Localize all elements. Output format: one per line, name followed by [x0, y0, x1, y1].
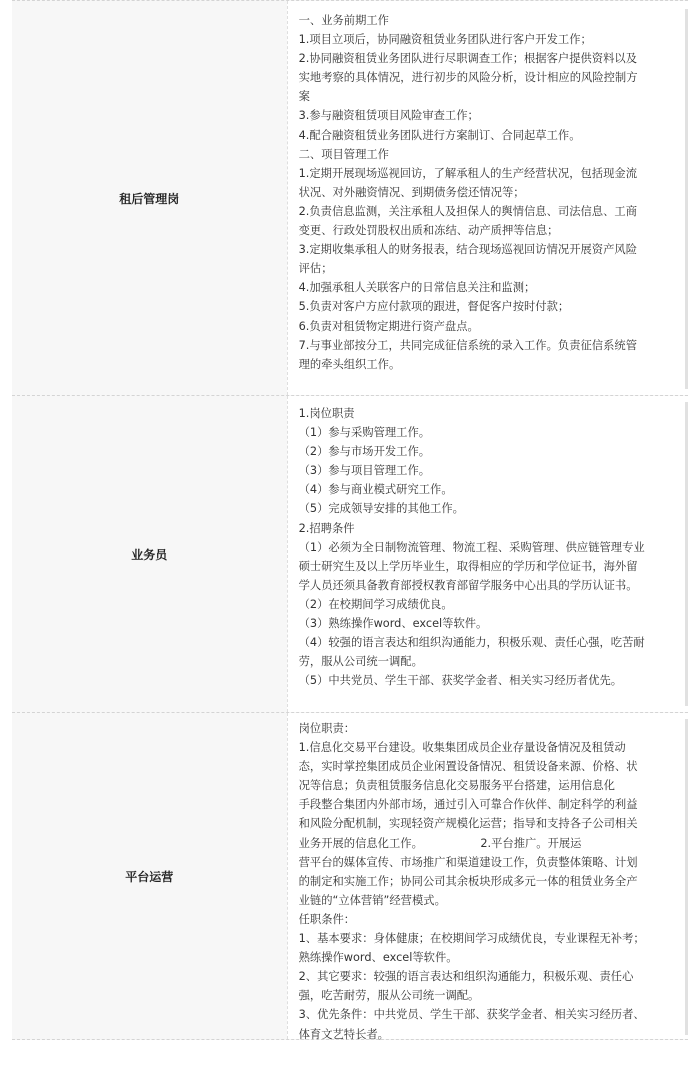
description-line: 3.参与融资租赁项目风险审查工作；	[298, 109, 479, 123]
description-cell	[287, 1, 688, 395]
description-line: 岗位职责：	[298, 722, 356, 735]
table-row	[12, 0, 688, 396]
position-cell	[12, 396, 287, 712]
description-line: 营平台的媒体宣传、市场推广和渠道建设工作，负责整体策略、计划	[298, 855, 638, 869]
description-line: 的制定和实施工作；协同公司其余板块形成多元一体的租赁业务全产	[298, 874, 638, 888]
description-line: （5）完成领导安排的其他工作。	[298, 502, 464, 516]
description-line: 1.定期开展现场巡视回访，了解承租人的生产经营状况，包括现金流	[298, 166, 637, 180]
scrollbar[interactable]	[685, 719, 688, 1035]
description-line: （3）熟练操作word、excel等软件。	[298, 617, 488, 631]
description-line: 况等信息；负责租赁服务信息化交易服务平台搭建，运用信息化	[298, 779, 615, 793]
description-line: 2.招聘条件	[298, 521, 355, 535]
description-line: 6.负责对租赁物定期进行资产盘点。	[298, 319, 479, 333]
description-line: 3.定期收集承租人的财务报表，结合现场巡视回访情况开展资产风险	[298, 243, 637, 257]
description-line: 体育文艺特长者。	[298, 1027, 389, 1041]
scrollbar[interactable]	[685, 9, 688, 389]
description-line: 劳，服从公司统一调配。	[298, 655, 423, 669]
description-line: 2、其它要求：较强的语言表达和组织沟通能力，积极乐观、责任心	[298, 970, 634, 984]
description-line: 手段整合集团内外部市场，通过引入可靠合作伙伴、制定科学的利益	[298, 798, 638, 812]
description-line: 强，吃苦耐劳，服从公司统一调配。	[298, 989, 480, 1003]
table-row	[12, 396, 688, 713]
description-line: 熟练操作word、excel等软件。	[298, 951, 458, 965]
description-line: 4.加强承租人关联客户的日常信息关注和监测；	[298, 281, 536, 295]
description-line: （1）必须为全日制物流管理、物流工程、采购管理、供应链管理专业	[298, 540, 645, 554]
description-line: 2.负责信息监测，关注承租人及担保人的舆情信息、司法信息、工商	[298, 204, 637, 218]
description-line: （4）参与商业模式研究工作。	[298, 483, 453, 497]
description-line: 1.项目立项后，协同融资租赁业务团队进行客户开发工作；	[298, 33, 592, 47]
description-line: 1.岗位职责	[298, 407, 355, 420]
description-line: （5）中共党员、学生干部、获奖学金者、相关实习经历者优先。	[298, 674, 623, 688]
position-cell	[12, 1, 287, 395]
description-line: 2.协同融资租赁业务团队进行尽职调查工作；根据客户提供资料以及	[298, 52, 637, 66]
description-cell	[287, 713, 688, 1039]
job-table	[12, 0, 688, 1040]
description-line: 7.与事业部按分工，共同完成征信系统的录入工作。负责征信系统管	[298, 338, 637, 352]
description-line: 案	[298, 90, 310, 104]
description-line: 1.信息化交易平台建设。收集集团成员企业存量设备情况及租赁动	[298, 741, 626, 755]
position-title: 平台运营	[125, 869, 174, 884]
description-line: 状况、对外融资情况、到期债务偿还情况等；	[298, 185, 525, 199]
description-line: 3、优先条件：中共党员、学生干部、获奖学金者、相关实习经历者、	[298, 1008, 645, 1022]
position-title: 租后管理岗	[119, 191, 180, 206]
description-line: 1、基本要求：身体健康；在校期间学习成绩优良，专业课程无补考；	[298, 932, 645, 946]
description-cell	[287, 396, 688, 712]
description-line: 评估；	[298, 262, 333, 276]
description-line: 态，实时掌控集团成员企业闲置设备情况、租赁设备来源、价格、状	[298, 760, 638, 774]
description-line: 变更、行政处罚股权出质和冻结、动产质押等信息；	[298, 224, 559, 238]
description-line: 实地考察的具体情况，进行初步的风险分析，设计相应的风险控制方	[298, 71, 638, 85]
description-line: 一、业务前期工作	[298, 14, 389, 27]
description-line: 业链的“立体营销”经营模式。	[298, 893, 446, 907]
description-line: 4.配合融资租赁业务团队进行方案制订、合同起草工作。	[298, 128, 581, 142]
description-line: （1）参与采购管理工作。	[298, 426, 431, 440]
position-title: 业务员	[131, 547, 168, 562]
description-line: 5.负责对客户方应付款项的跟进，督促客户按时付款；	[298, 300, 570, 314]
description-line: 业务开展的信息化工作。 2.平台推广。开展运	[298, 836, 582, 850]
scrollbar[interactable]	[685, 402, 688, 706]
description-line: （4）较强的语言表达和组织沟通能力，积极乐观、责任心强，吃苦耐	[298, 636, 645, 650]
description-line: 二、项目管理工作	[298, 147, 389, 161]
description-line: 学人员还须具备教育部授权教育部留学服务中心出具的学历认证书。	[298, 578, 638, 592]
table-row	[12, 713, 688, 1040]
position-cell	[12, 713, 287, 1039]
description-line: 理的牵头组织工作。	[298, 357, 401, 371]
description-line: 任职条件：	[298, 912, 356, 926]
description-line: （3）参与项目管理工作。	[298, 464, 431, 478]
description-line: （2）在校期间学习成绩优良。	[298, 597, 453, 611]
description-line: （2）参与市场开发工作。	[298, 445, 431, 459]
description-line: 和风险分配机制，实现轻资产规模化运营；指导和支持各子公司相关	[298, 817, 638, 831]
description-line: 硕士研究生及以上学历毕业生，取得相应的学历和学位证书，海外留	[298, 559, 638, 573]
